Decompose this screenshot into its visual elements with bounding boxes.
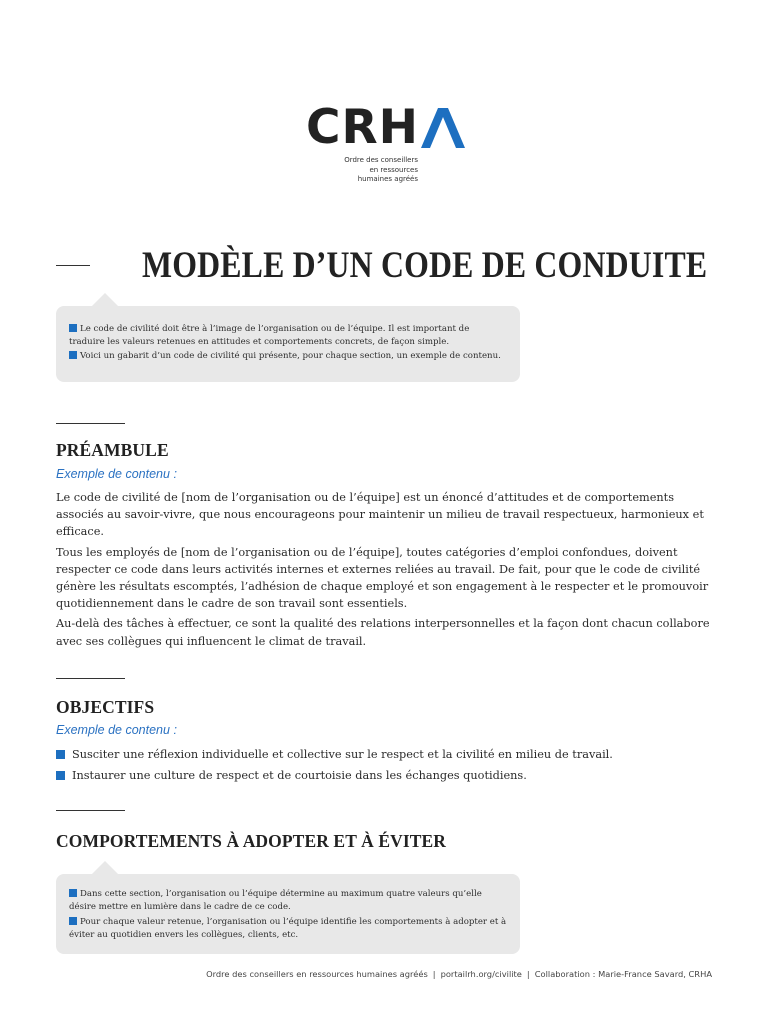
preambule-heading: PRÉAMBULE (56, 440, 169, 460)
list-item-text: Instaurer une culture de respect et de courtoisie dans les échanges quotidiens. (72, 769, 527, 782)
objectifs-list (56, 746, 716, 788)
footer-org: Ordre des conseillers en ressources humaines agréés (206, 969, 428, 979)
blue-square-bullet-icon (69, 889, 77, 897)
list-item-text: Susciter une réflexion individuelle et collective sur le respect et la civilité en milieu de travail. (72, 748, 613, 761)
logo-tagline-line-1: Ordre des conseillers (344, 156, 418, 164)
preambule-body (56, 489, 716, 653)
callout-item (69, 916, 507, 942)
page-title: MODÈLE D’UN CODE DE CONDUITE (142, 244, 708, 286)
title-row (56, 240, 712, 290)
logo-a-chevron-icon (421, 108, 465, 148)
section-divider (56, 678, 125, 679)
callout-item-text: Le code de civilité doit être à l’image de l’organisation ou de l’équipe. Il est important de traduire les valeurs retenues en attitudes et comportements concrets, de façon simple. (69, 324, 470, 347)
objectifs-example-label: Exemple de contenu : (56, 723, 177, 737)
objectifs-heading: OBJECTIFS (56, 697, 155, 717)
blue-square-bullet-icon (56, 750, 65, 759)
callout-item-text: Dans cette section, l’organisation ou l’équipe détermine au maximum quatre valeurs qu’elle désire mettre en lumière dans le cadre de ce code. (69, 889, 482, 912)
footer-url-link[interactable]: portailrh.org/civilite (440, 969, 522, 979)
preambule-paragraph: Tous les employés de [nom de l’organisation ou de l’équipe], toutes catégories d’emploi confondues, doivent respecter ce code dans leurs activités internes et externes reliées au travail. De fait, pour que le code de civilité génère les résultats escomptés, l’adhésion de chaque employé et son engagement à le respecter et le promouvoir quotidiennement dans le cadre de son travail sont essentiels. (56, 545, 709, 611)
logo-wordmark-text: CRH (306, 100, 420, 155)
section-divider (56, 423, 125, 424)
logo-tagline (306, 156, 418, 185)
preambule-paragraph: Le code de civilité de [nom de l’organisation ou de l’équipe] est un énoncé d’attitudes et de comportements associés au savoir-vivre, que nous encourageons pour maintenir un milieu de travail respectueux, harmonieux et efficace. (56, 491, 704, 539)
preambule-example-label: Exemple de contenu : (56, 467, 177, 481)
logo-wordmark (306, 100, 466, 155)
list-item (56, 767, 716, 788)
footer-collaboration: Collaboration : Marie-France Savard, CRHA (534, 969, 712, 979)
blue-square-bullet-icon (56, 771, 65, 780)
logo-tagline-line-2: en ressources (369, 165, 418, 174)
callout-item (69, 323, 507, 349)
list-item (56, 746, 716, 767)
title-rule-left (56, 265, 90, 266)
crha-logo (306, 100, 466, 185)
blue-square-bullet-icon (69, 324, 77, 332)
callout-item (69, 350, 507, 363)
intro-callout (56, 306, 520, 382)
section-divider (56, 810, 125, 811)
logo-tagline-line-3: humaines agréés (357, 175, 418, 183)
callout-item-text: Pour chaque valeur retenue, l’organisation ou l’équipe identifie les comportements à adopter et à éviter au quotidien envers les collègues, clients, etc. (69, 917, 507, 940)
callout-item (69, 888, 507, 914)
preambule-paragraph: Au-delà des tâches à effectuer, ce sont la qualité des relations interpersonnelles et la façon dont chacun collabore avec ses collègues qui influencent le climat de travail. (56, 617, 710, 648)
blue-square-bullet-icon (69, 351, 77, 359)
page-footer (206, 969, 712, 979)
footer-separator: | (432, 969, 436, 979)
blue-square-bullet-icon (69, 917, 77, 925)
footer-separator: | (526, 969, 530, 979)
comportements-heading: COMPORTEMENTS À ADOPTER ET À ÉVITER (56, 831, 447, 851)
callout-item-text: Voici un gabarit d’un code de civilité qui présente, pour chaque section, un exemple de contenu. (80, 351, 501, 361)
comportements-callout (56, 874, 520, 954)
